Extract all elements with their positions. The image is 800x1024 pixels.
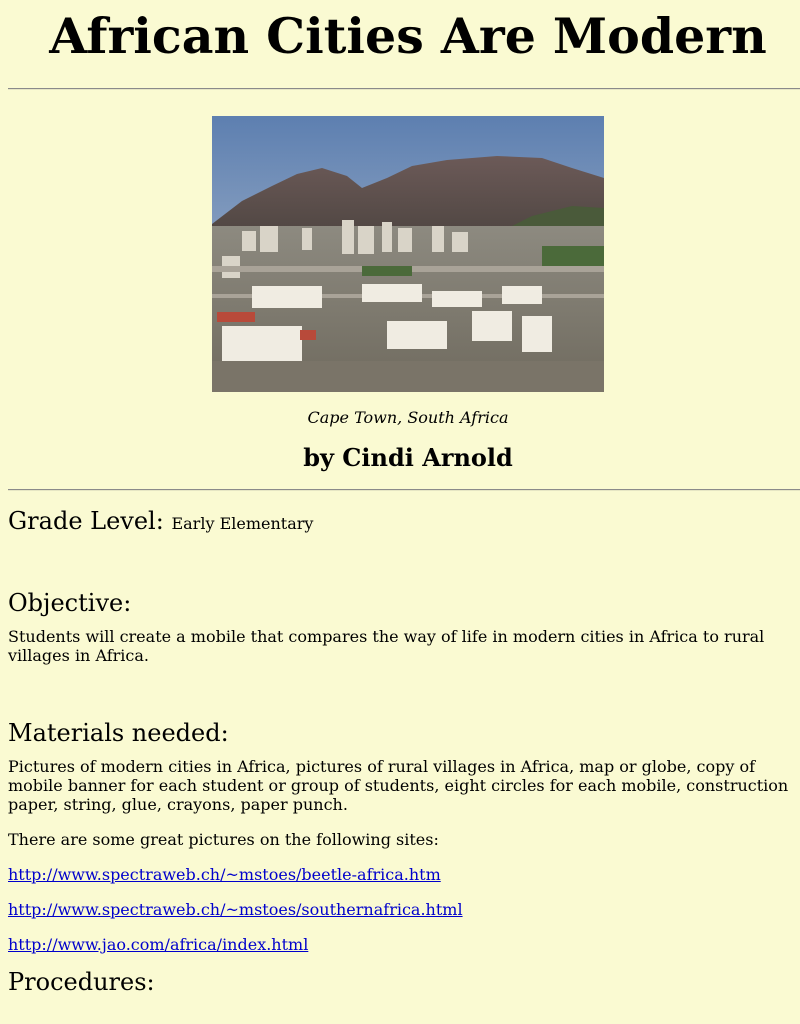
link-southern-africa[interactable]: http://www.spectraweb.ch/~mstoes/southernafrica.html [8,900,463,919]
sites-intro: There are some great pictures on the following sites: [8,830,439,849]
objective-heading: Objective: [8,589,132,617]
procedures-heading: Procedures: [8,968,155,996]
image-caption: Cape Town, South Africa [307,408,509,427]
objective-text: Students will create a mobile that compares the way of life in modern cities in Africa to rural villages in Africa. [8,627,765,665]
horizontal-rule-middle [8,489,800,491]
link-beetle-africa[interactable]: http://www.spectraweb.ch/~mstoes/beetle-africa.htm [8,865,441,884]
grade-level-value: Early Elementary [171,514,314,533]
page-title: African Cities Are Modern [49,7,767,65]
cape-town-photo [212,116,604,392]
grade-level-label: Grade Level: [8,507,164,535]
materials-text: Pictures of modern cities in Africa, pictures of rural villages in Africa, map or globe, copy of mobile banner for each student or group of students, eight circles for each mobile, construction paper, string, glue, crayons, paper punch. [8,757,789,814]
link-jao-africa[interactable]: http://www.jao.com/africa/index.html [8,935,309,954]
horizontal-rule-top [8,88,800,90]
materials-heading: Materials needed: [8,719,229,747]
lesson-content [8,505,792,998]
grade-level [8,505,792,540]
author-byline: by Cindi Arnold [303,443,513,472]
